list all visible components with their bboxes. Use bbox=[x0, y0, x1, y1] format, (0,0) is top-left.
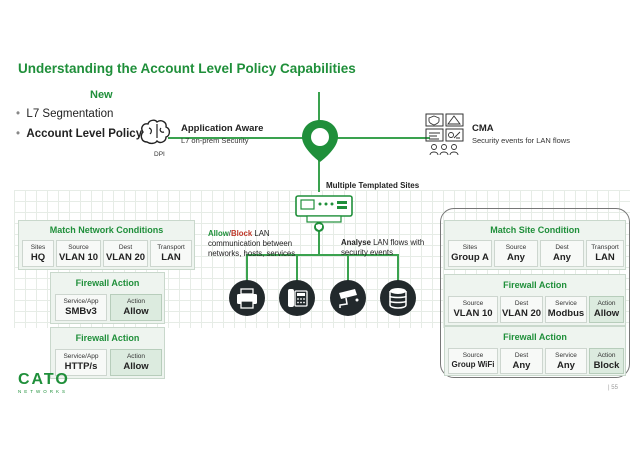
cma-title: CMA bbox=[472, 123, 494, 134]
rfw2-cell-action: Action Block bbox=[589, 348, 624, 374]
cato-logo bbox=[18, 372, 70, 394]
printer-icon bbox=[229, 280, 265, 316]
right-firewall-action-2 bbox=[444, 326, 626, 376]
left-firewall-action-1-title: Firewall Action bbox=[75, 278, 140, 288]
logo-subtitle: NETWORKS bbox=[18, 389, 69, 394]
new-label: New bbox=[90, 89, 113, 101]
app-aware-block bbox=[181, 123, 263, 145]
brain-icon bbox=[137, 118, 173, 153]
drop-camera bbox=[347, 254, 349, 282]
rfw1-cell-source: Source VLAN 10 bbox=[448, 296, 498, 323]
rfw1-cell-action: Action Allow bbox=[589, 296, 624, 323]
logo-wordmark: CATO bbox=[18, 371, 70, 388]
phone-icon bbox=[279, 280, 315, 316]
fw2-cell-service: Service/App HTTP/s bbox=[55, 349, 107, 376]
right-firewall-action-1 bbox=[444, 274, 626, 326]
cma-block bbox=[472, 123, 570, 145]
match-network-conditions-title: Match Network Conditions bbox=[49, 225, 164, 235]
fw1-cell-service: Service/App SMBv3 bbox=[55, 294, 107, 321]
site-cell-dest: Dest Any bbox=[540, 240, 584, 267]
allow-block-description: Allow/Block LAN communication between networks, hosts, services bbox=[208, 229, 296, 258]
match-cell-sites: Sites HQ bbox=[22, 240, 54, 267]
fw1-cell-action: Action Allow bbox=[110, 294, 162, 321]
rfw1-cell-dest: Dest VLAN 20 bbox=[500, 296, 543, 323]
drop-database bbox=[397, 254, 399, 282]
left-firewall-action-1 bbox=[50, 272, 165, 324]
page-title: Understanding the Account Level Policy Capabilities bbox=[18, 61, 356, 76]
match-cell-transport: Transport LAN bbox=[150, 240, 192, 267]
page-number: | 55 bbox=[608, 385, 618, 391]
match-cell-dest: Dest VLAN 20 bbox=[103, 240, 148, 267]
location-pin-icon bbox=[300, 118, 340, 169]
camera-icon bbox=[330, 280, 366, 316]
rfw2-cell-service: Service Any bbox=[545, 348, 587, 374]
analyse-description: Analyse LAN flows with security events bbox=[341, 238, 425, 257]
dpi-label: DPI bbox=[154, 151, 165, 158]
match-network-conditions-panel bbox=[18, 220, 195, 270]
left-firewall-action-2-title: Firewall Action bbox=[75, 333, 140, 343]
multiple-templated-sites-label: Multiple Templated Sites bbox=[326, 181, 420, 190]
rfw2-cell-dest: Dest Any bbox=[500, 348, 543, 374]
match-site-condition-title: Match Site Condition bbox=[490, 225, 580, 235]
cma-shield-icon bbox=[425, 113, 465, 162]
site-cell-transport: Transport LAN bbox=[586, 240, 624, 267]
match-cell-source: Source VLAN 10 bbox=[56, 240, 101, 267]
fw2-cell-action: Action Allow bbox=[110, 349, 162, 376]
app-aware-subtitle: L7 on-prem Security bbox=[181, 136, 249, 145]
site-cell-source: Source Any bbox=[494, 240, 538, 267]
match-site-condition-panel bbox=[444, 220, 626, 270]
rfw2-cell-source: Source Group WiFi bbox=[448, 348, 498, 374]
bullet-l7-segmentation: • L7 Segmentation bbox=[16, 108, 114, 120]
right-firewall-action-1-title: Firewall Action bbox=[503, 280, 567, 290]
database-icon bbox=[380, 280, 416, 316]
cma-subtitle: Security events for LAN flows bbox=[472, 136, 570, 145]
bullet-account-level-policy: • Account Level Policy bbox=[16, 128, 143, 140]
right-firewall-action-2-title: Firewall Action bbox=[503, 332, 567, 342]
app-aware-title: Application Aware bbox=[181, 123, 264, 134]
rfw1-cell-service: Service Modbus bbox=[545, 296, 587, 323]
site-cell-sites: Sites Group A bbox=[448, 240, 492, 267]
